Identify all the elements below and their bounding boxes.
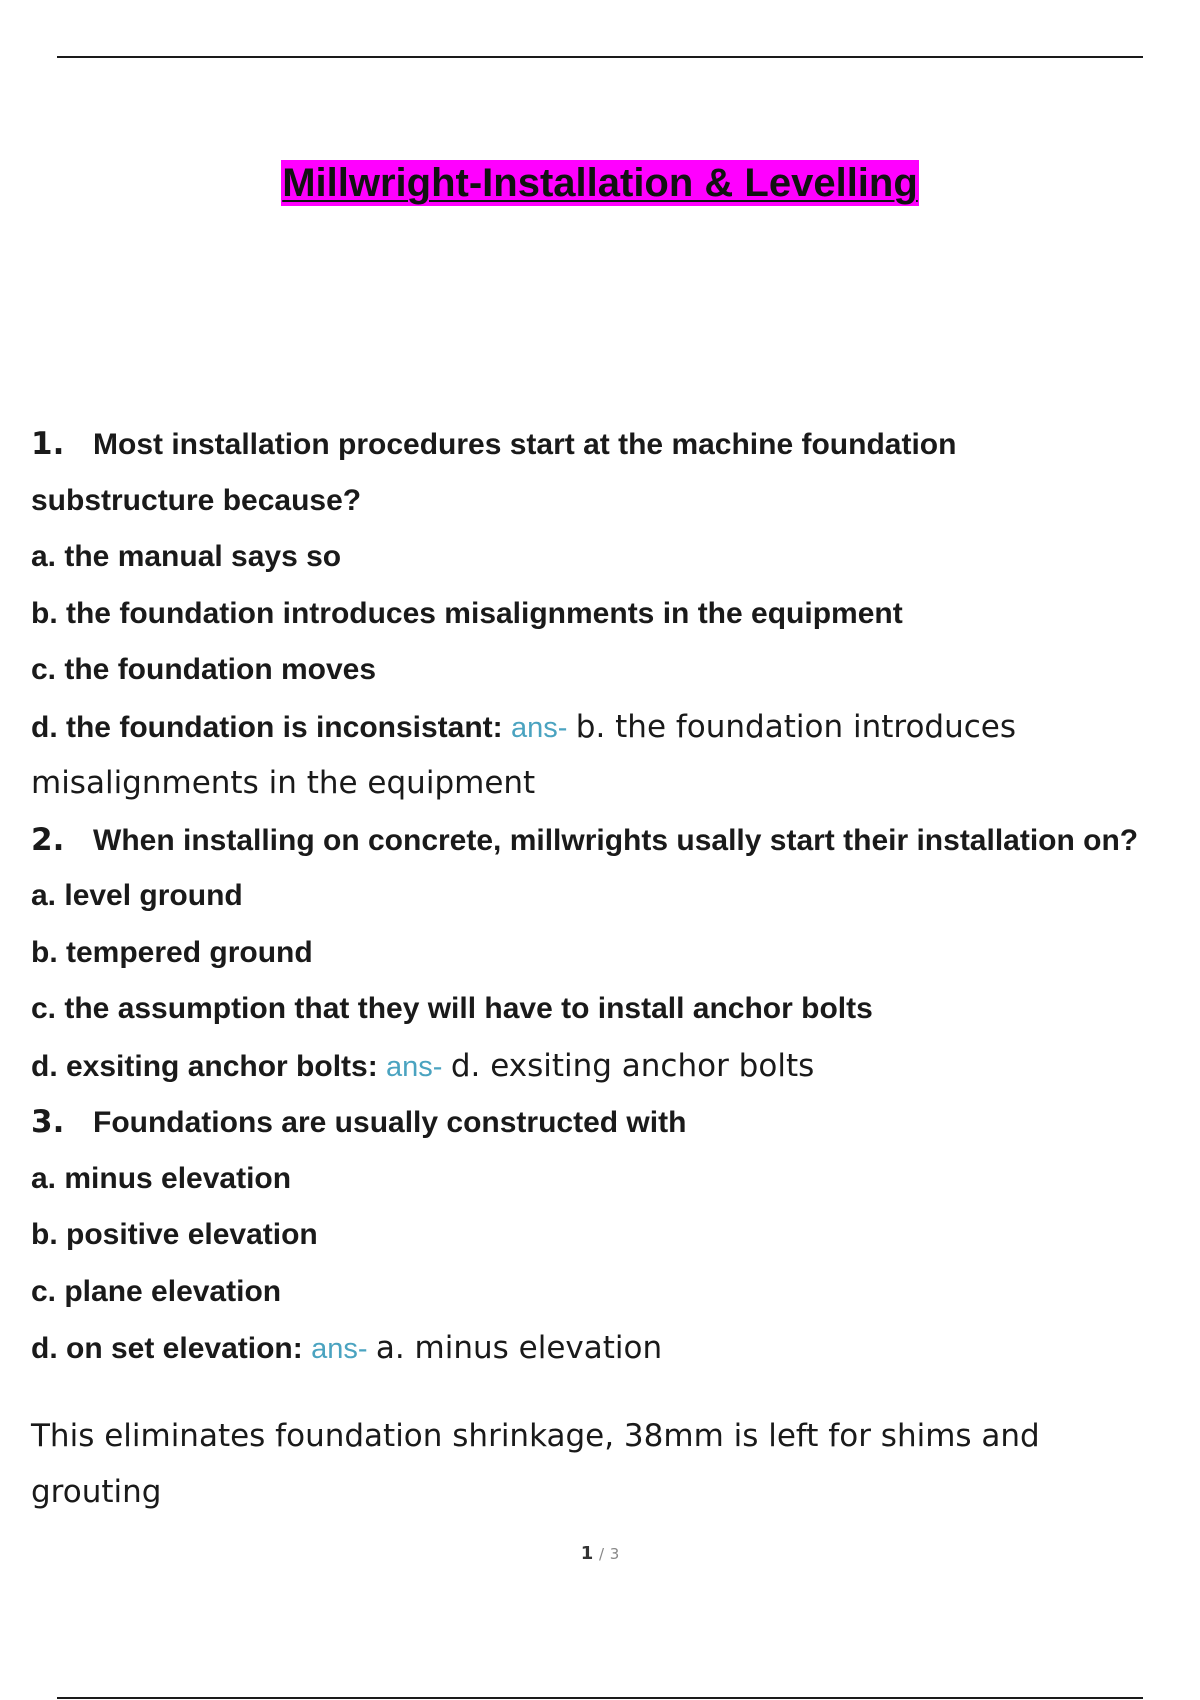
question-text: Foundations are usually constructed with [93,1106,687,1139]
option: c. plane elevation [31,1274,282,1308]
ans-label: ans- [311,1333,368,1365]
question-1-line1 [31,416,1200,473]
page-indicator [0,1543,1200,1564]
bottom-rule [57,1697,1143,1699]
option: d. on set elevation: [31,1332,303,1365]
option: d. the foundation is inconsistant: [31,710,503,744]
title-container [0,160,1200,206]
note-line2: grouting [31,1474,162,1510]
answer-line [31,699,1200,756]
option: d. exsiting anchor bolts: [31,1049,378,1083]
ans-label: ans- [386,1050,443,1083]
question-text: Most installation procedures start at the machine foundation [93,428,957,461]
answer-text: misalignments in the equipment [31,765,536,801]
question-number: 2. [31,821,65,858]
question-text: substructure because? [31,483,362,517]
document-body [31,416,1200,1521]
answer-text: b. the foundation introduces [575,708,1017,745]
option: a. the manual says so [31,540,342,573]
question-2-line1 [31,812,1200,869]
note-line1: This eliminates foundation shrinkage, 38mm is left for shims and [31,1417,1040,1454]
option: a. minus elevation [31,1161,292,1195]
top-rule [57,56,1143,58]
answer-text: d. exsiting anchor bolts [450,1047,815,1084]
option: c. the foundation moves [31,653,377,686]
question-1-line2 [31,473,1200,530]
question-3-line1 [31,1094,1200,1151]
document-title: Millwright-Installation & Levelling [282,161,918,205]
answer-line [31,1038,1200,1095]
spacer [31,1377,1200,1408]
answer-line [31,1320,1200,1377]
question-number: 3. [31,1104,65,1140]
page-current: 1 [580,1543,594,1564]
page-separator: / [598,1545,605,1563]
option: c. the assumption that they will have to install anchor bolts [31,992,873,1025]
question-number: 1. [31,426,65,462]
option: b. tempered ground [31,935,313,969]
ans-label: ans- [511,711,568,744]
answer-text: a. minus elevation [375,1330,663,1366]
page-total: 3 [609,1545,620,1563]
question-text: When installing on concrete, millwrights usally start their installation on? [93,823,1139,857]
option: a. level ground [31,879,243,912]
answer-continuation [31,755,1200,812]
option: b. the foundation introduces misalignments in the equipment [31,596,903,630]
option: b. positive elevation [31,1218,318,1251]
